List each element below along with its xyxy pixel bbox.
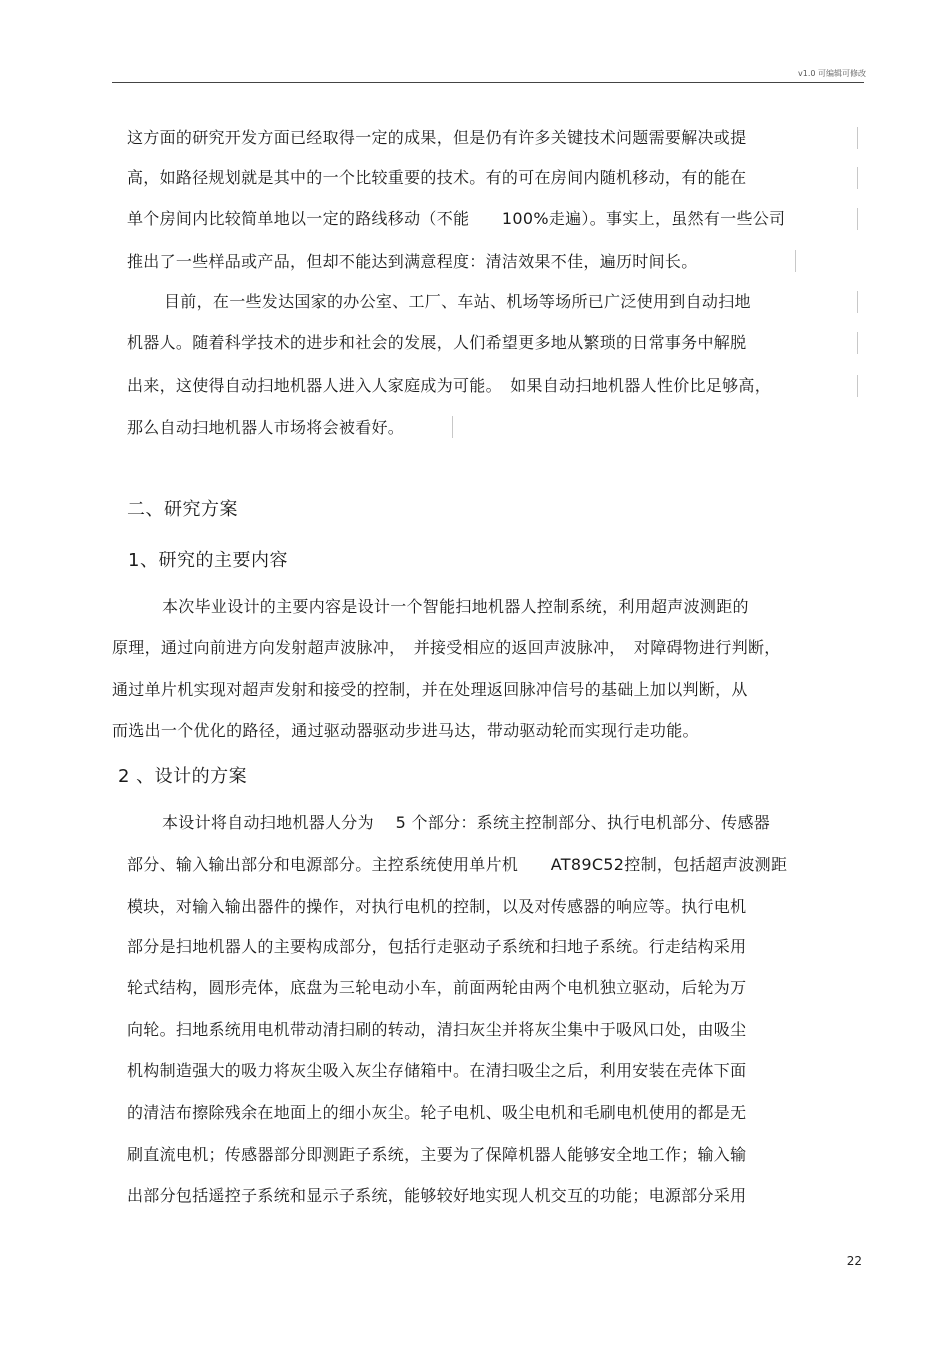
margin-marker <box>857 208 858 230</box>
header-version-label: v1.0 可编辑可修改 <box>798 69 866 78</box>
margin-marker <box>452 416 453 438</box>
subsection-heading: 1、研究的主要内容 <box>128 550 288 571</box>
text-line: 本设计将自动扫地机器人分为 5 个部分：系统主控制部分、执行电机部分、传感器 <box>162 813 771 832</box>
text-line: 机构制造强大的吸力将灰尘吸入灰尘存储箱中。在清扫吸尘之后，利用安装在壳体下面 <box>127 1061 747 1080</box>
text-line: 刷直流电机；传感器部分即测距子系统，主要为了保障机器人能够安全地工作；输入输 <box>127 1145 747 1164</box>
margin-marker <box>857 167 858 189</box>
text-line: 单个房间内比较简单地以一定的路线移动（不能 100%走遍）。事实上，虽然有一些公司 <box>127 209 786 228</box>
margin-marker <box>857 375 858 397</box>
subsection-heading: 2 、设计的方案 <box>118 766 248 787</box>
margin-marker <box>857 291 858 313</box>
text-line: 而选出一个优化的路径，通过驱动器驱动步进马达，带动驱动轮而实现行走功能。 <box>112 721 699 740</box>
text-line: 向轮。扫地系统用电机带动清扫刷的转动，清扫灰尘并将灰尘集中于吸风口处，由吸尘 <box>127 1020 747 1039</box>
text-line: 原理，通过向前进方向发射超声波脉冲， 并接受相应的返回声波脉冲， 对障碍物进行判断， <box>112 638 781 657</box>
text-line: 高，如路径规划就是其中的一个比较重要的技术。有的可在房间内随机移动，有的能在 <box>127 168 747 187</box>
section-heading: 二、研究方案 <box>127 499 238 520</box>
text-line: 出来，这使得自动扫地机器人进入人家庭成为可能。 如果自动扫地机器人性价比足够高， <box>127 376 772 395</box>
text-line: 那么自动扫地机器人市场将会被看好。 <box>127 418 405 437</box>
text-line: 轮式结构，圆形壳体，底盘为三轮电动小车，前面两轮由两个电机独立驱动，后轮为万 <box>127 978 747 997</box>
text-line: 本次毕业设计的主要内容是设计一个智能扫地机器人控制系统，利用超声波测距的 <box>162 597 749 616</box>
text-line: 机器人。随着科学技术的进步和社会的发展，人们希望更多地从繁琐的日常事务中解脱 <box>127 333 747 352</box>
margin-marker <box>857 127 858 149</box>
text-line: 目前，在一些发达国家的办公室、工厂、车站、机场等场所已广泛使用到自动扫地 <box>164 292 751 311</box>
text-line: 出部分包括遥控子系统和显示子系统，能够较好地实现人机交互的功能；电源部分采用 <box>127 1186 747 1205</box>
header-divider <box>112 82 864 83</box>
text-line: 通过单片机实现对超声发射和接受的控制，并在处理返回脉冲信号的基础上加以判断，从 <box>112 680 748 699</box>
page-number: 22 <box>846 1254 862 1268</box>
text-line: 部分、输入输出部分和电源部分。主控系统使用单片机 AT89C52控制，包括超声波测距 <box>127 855 788 874</box>
text-line: 这方面的研究开发方面已经取得一定的成果，但是仍有许多关键技术问题需要解决或提 <box>127 128 747 147</box>
text-line: 部分是扫地机器人的主要构成部分，包括行走驱动子系统和扫地子系统。行走结构采用 <box>127 937 747 956</box>
margin-marker <box>795 250 796 272</box>
text-line: 模块，对输入输出器件的操作，对执行电机的控制，以及对传感器的响应等。执行电机 <box>127 897 747 916</box>
text-line: 推出了一些样品或产品，但却不能达到满意程度：清洁效果不佳，遍历时间长。 <box>127 252 698 271</box>
text-line: 的清洁布擦除残余在地面上的细小灰尘。轮子电机、吸尘电机和毛刷电机使用的都是无 <box>127 1103 747 1122</box>
margin-marker <box>857 332 858 354</box>
